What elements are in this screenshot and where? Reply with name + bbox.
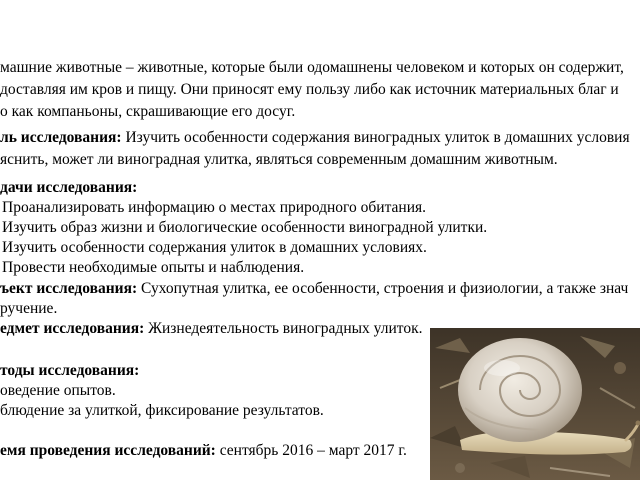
intro-line-1: машние животные – животные, которые были одомашнены человеком и которых он содержит, <box>0 59 624 76</box>
object-text-2: ручение. <box>0 300 58 317</box>
method-item-1: оведение опытов. <box>0 382 116 399</box>
tasks-heading: дачи исследования: <box>0 179 138 196</box>
time-label: емя проведения исследований: <box>0 442 216 459</box>
goal-line-1 <box>0 128 630 147</box>
goal-label: ль исследования: <box>0 129 122 146</box>
method-item-2: блюдение за улиткой, фиксирование результатов. <box>0 402 324 419</box>
task-item-4: Провести необходимые опыты и наблюдения. <box>2 259 305 276</box>
task-item-2: Изучить образ жизни и биологические особенности виноградной улитки. <box>2 219 488 236</box>
subject-line <box>0 319 422 338</box>
intro-line-3: о как компаньоны, скрашивающие его досуг. <box>0 103 296 120</box>
time-line <box>0 441 407 460</box>
snail-photo <box>430 328 640 480</box>
goal-text-1: Изучить особенности содержания виноградных улиток в домашних условия <box>121 129 630 146</box>
intro-line-2: доставляя им кров и пищу. Они приносят ему пользу либо как источник материальных благ и <box>0 81 619 98</box>
subject-label: едмет исследования: <box>0 320 145 337</box>
snail-photo-icon <box>430 328 640 480</box>
task-item-3: Изучить особенности содержания улиток в домашних условиях. <box>2 239 427 256</box>
object-label: ъект исследования: <box>0 280 138 297</box>
object-line-1 <box>0 279 628 298</box>
time-text: сентябрь 2016 – март 2017 г. <box>215 442 407 459</box>
object-text-1: Сухопутная улитка, ее особенности, строения и физиологии, а также знач <box>137 280 629 297</box>
methods-heading: тоды исследования: <box>0 362 140 379</box>
goal-text-2: яснить, может ли виноградная улитка, являться современным домашним животным. <box>0 151 558 168</box>
subject-text: Жизнедеятельность виноградных улиток. <box>144 320 423 337</box>
task-item-1: Проанализировать информацию о местах природного обитания. <box>2 199 427 216</box>
